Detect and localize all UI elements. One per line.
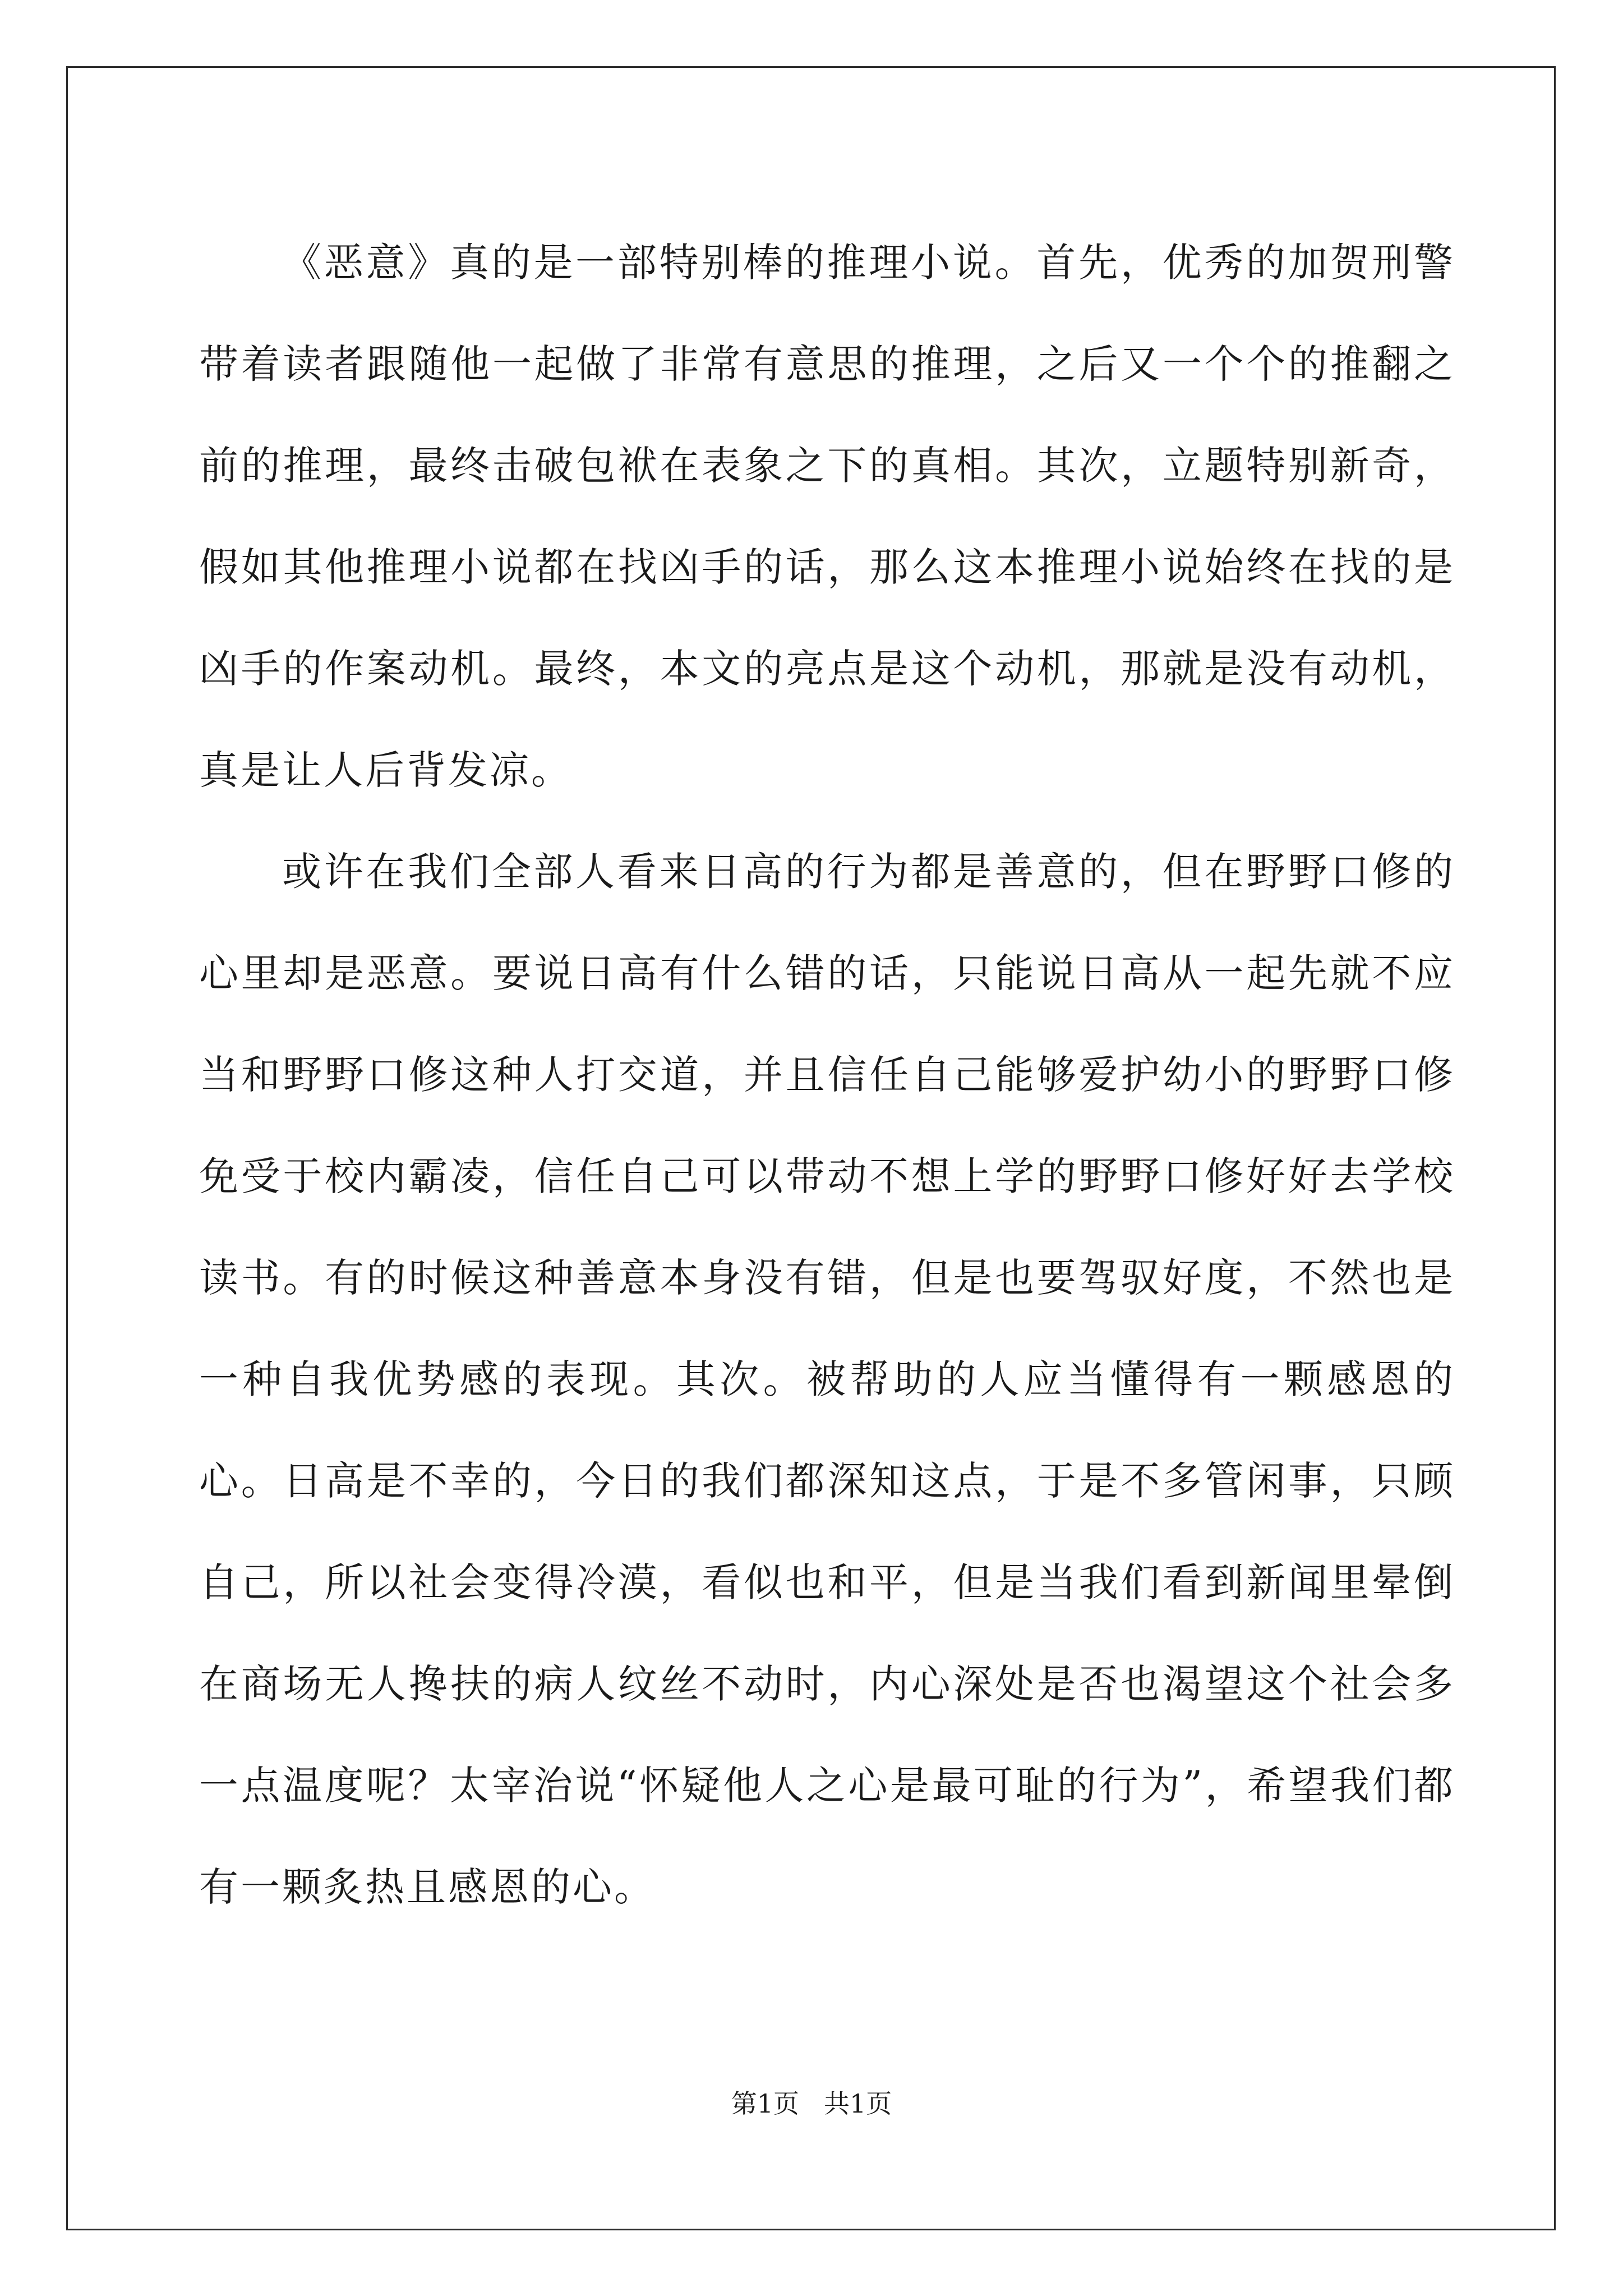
- paragraph-1: 《恶意》真的是一部特别棒的推理小说。首先，优秀的加贺刑警带着读者跟随他一起做了非常有意思的推理，之后又一个个的推翻之前的推理，最终击破包袱在表象之下的真相。其次，立题特别新奇，假如其他推理小说都在找凶手的话，那么这本推理小说始终在找的是凶手的作案动机。最终，本文的亮点是这个动机，那就是没有动机，真是让人后背发凉。: [199, 240, 1455, 793]
- page-total: 共1页: [824, 2088, 892, 2119]
- document-body: [199, 212, 1455, 1938]
- page-number: 第1页: [731, 2088, 799, 2119]
- paragraph-2: 或许在我们全部人看来日高的行为都是善意的，但在野野口修的心里却是恶意。要说日高有什么错的话，只能说日高从一起先就不应当和野野口修这种人打交道，并且信任自己能够爱护幼小的野野口修免受于校内霸凌，信任自己可以带动不想上学的野野口修好好去学校读书。有的时候这种善意本身没有错，但是也要驾驭好度，不然也是一种自我优势感的表现。其次。被帮助的人应当懂得有一颗感恩的心。日高是不幸的，今日的我们都深知这点，于是不多管闲事，只顾自己，所以社会变得冷漠，看似也和平，但是当我们看到新闻里晕倒在商场无人搀扶的病人纹丝不动时，内心深处是否也渴望这个社会多一点温度呢？太宰治说“怀疑他人之心是最可耻的行为”，希望我们都有一颗炙热且感恩的心。: [199, 849, 1455, 1910]
- page-footer: [0, 2087, 1623, 2120]
